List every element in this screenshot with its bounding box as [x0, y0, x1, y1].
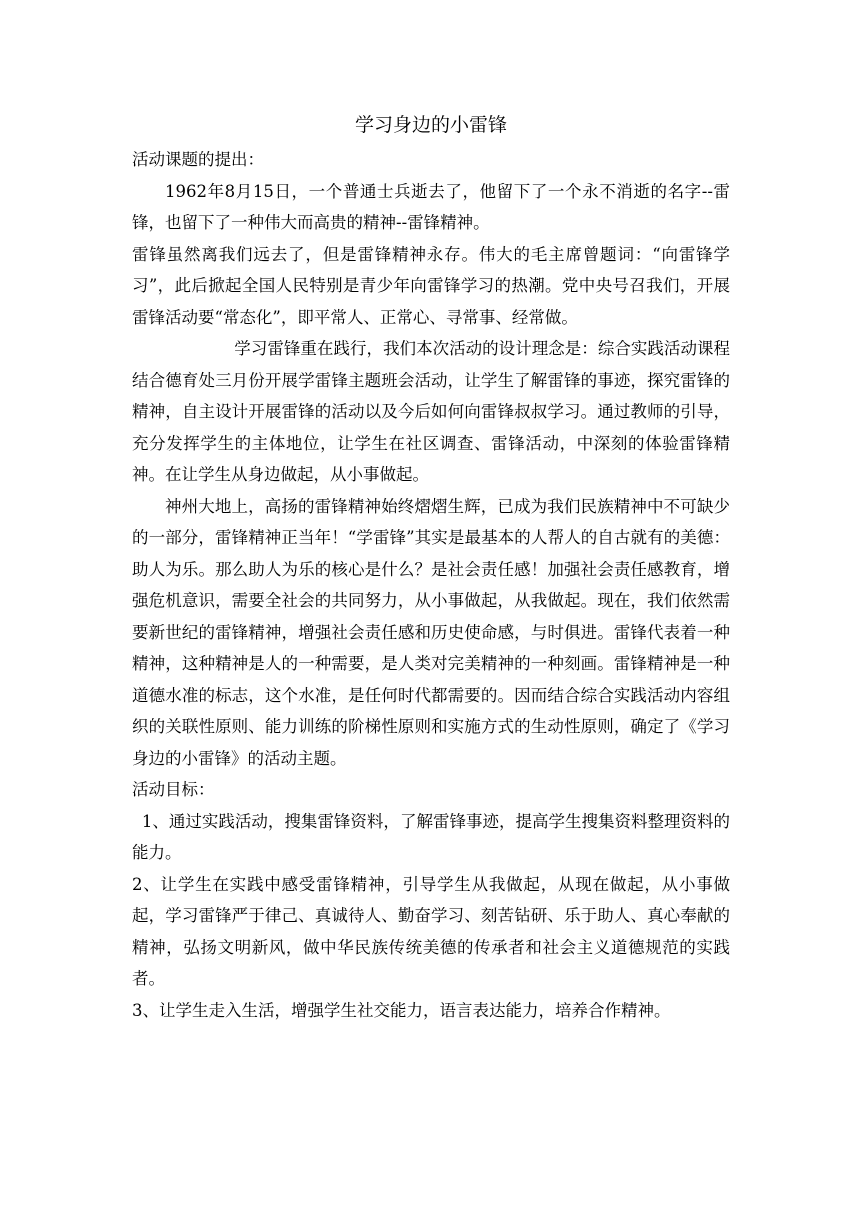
heading-origin: 活动课题的提出：	[132, 150, 264, 169]
goal-3: 3、让学生走入生活，增强学生社交能力，语言表达能力，培养合作精神。	[132, 1000, 671, 1020]
heading-goals: 活动目标：	[132, 780, 215, 799]
document-page	[132, 110, 730, 1026]
paragraph-1: 1962年8月15日，一个普通士兵逝去了，他留下了一个永不消逝的名字--雷锋，也留下了一种伟大而高贵的精神--雷锋精神。	[132, 181, 730, 232]
paragraph-3: 学习雷锋重在践行，我们本次活动的设计理念是：综合实践活动课程结合德育处三月份开展学雷锋主题班会活动，让学生了解雷锋的事迹，探究雷锋的精神，自主设计开展雷锋的活动以及今后如何向雷锋叔叔学习。通过教师的引导，充分发挥学生的主体地位，让学生在社区调查、雷锋活动，中深刻的体验雷锋精神。在让学生从身边做起，从小事做起。	[132, 339, 730, 484]
goal-2: 2、让学生在实践中感受雷锋精神，引导学生从我做起，从现在做起，从小事做起，学习雷锋严于律己、真诚待人、勤奋学习、刻苦钻研、乐于助人、真心奉献的精神，弘扬文明新风，做中华民族传统美德的传承者和社会主义道德规范的实践者。	[132, 874, 730, 988]
goal-1: 1、通过实践活动，搜集雷锋资料，了解雷锋事迹，提高学生搜集资料整理资料的能力。	[132, 811, 730, 862]
document-title: 学习身边的小雷锋	[354, 114, 507, 136]
paragraph-4: 神州大地上，高扬的雷锋精神始终熠熠生辉，已成为我们民族精神中不可缺少的一部分，雷锋精神正当年！“学雷锋”其实是最基本的人帮人的自古就有的美德：助人为乐。那么助人为乐的核心是什么？是社会责任感！加强社会责任感教育，增强危机意识，需要全社会的共同努力，从小事做起，从我做起。现在，我们依然需要新世纪的雷锋精神，增强社会责任感和历史使命感，与时俱进。雷锋代表着一种精神，这种精神是人的一种需要，是人类对完美精神的一种刻画。雷锋精神是一种道德水准的标志，这个水准，是任何时代都需要的。因而结合综合实践活动内容组织的关联性原则、能力训练的阶梯性原则和实施方式的生动性原则，确定了《学习身边的小雷锋》的活动主题。	[132, 496, 730, 768]
paragraph-2: 雷锋虽然离我们远去了，但是雷锋精神永存。伟大的毛主席曾题词：“向雷锋学习”，此后掀起全国人民特别是青少年向雷锋学习的热潮。党中央号召我们，开展雷锋活动要“常态化”，即平常人、正常心、寻常事、经常做。	[132, 244, 730, 327]
